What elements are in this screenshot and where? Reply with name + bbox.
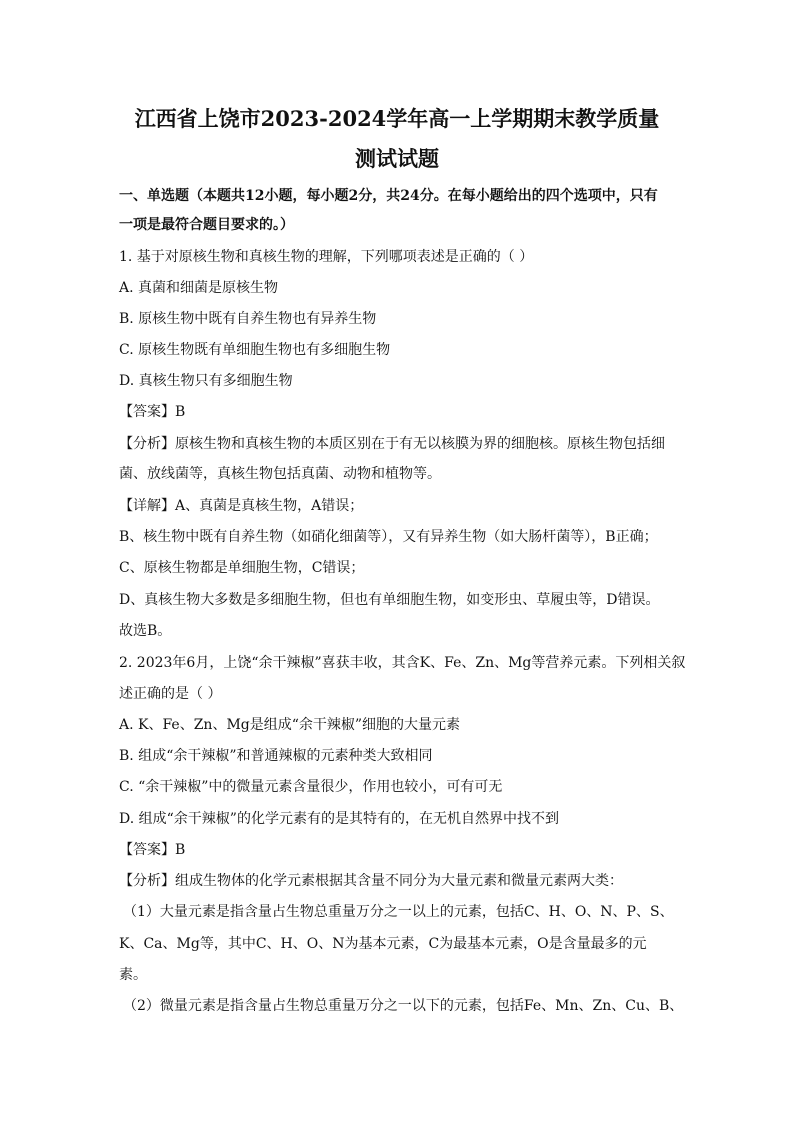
question-1-option-a: A. 真菌和细菌是原核生物 xyxy=(119,280,279,296)
question-2-answer: 【答案】B xyxy=(119,842,186,858)
question-1-option-c: C. 原核生物既有单细胞生物也有多细胞生物 xyxy=(119,342,391,358)
section-heading-line1: 一、单选题（本题共12小题，每小题2分，共24分。在每小题给出的四个选项中，只有 xyxy=(119,188,658,204)
question-2-stem-line2: 述正确的是（ ） xyxy=(119,686,222,702)
question-2-option-d: D. 组成“余干辣椒”的化学元素有的是其特有的，在无机自然界中找不到 xyxy=(119,811,559,827)
question-2-analysis-line5: （2）微量元素是指含量占生物总重量万分之一以下的元素，包括Fe、Mn、Zn、Cu、B、 xyxy=(123,998,684,1014)
question-2-analysis-line2: （1）大量元素是指含量占生物总重量万分之一以上的元素，包括C、H、O、N、P、S、 xyxy=(123,904,674,920)
question-1-option-b: B. 原核生物中既有自养生物也有异养生物 xyxy=(119,311,377,327)
question-2-option-b: B. 组成“余干辣椒”和普通辣椒的元素种类大致相同 xyxy=(119,748,433,764)
question-2-stem-line1: 2. 2023年6月，上饶“余干辣椒”喜获丰收，其含K、Fe、Zn、Mg等营养元素。下列相关叙 xyxy=(119,655,686,671)
question-1-answer: 【答案】B xyxy=(119,404,186,420)
question-1-conclusion: 故选B。 xyxy=(119,623,172,639)
question-1-detail-line2: B、核生物中既有自养生物（如硝化细菌等），又有异养生物（如大肠杆菌等），B正确； xyxy=(119,529,658,545)
question-1-detail-line1: 【详解】A、真菌是真核生物，A错误； xyxy=(119,498,364,514)
question-2-option-a: A. K、Fe、Zn、Mg是组成“余干辣椒”细胞的大量元素 xyxy=(119,717,461,733)
question-1-stem: 1. 基于对原核生物和真核生物的理解，下列哪项表述是正确的（ ） xyxy=(119,249,534,265)
question-1-option-d: D. 真核生物只有多细胞生物 xyxy=(119,373,293,389)
document-title-line1: 江西省上饶市2023-2024学年高一上学期期末教学质量 xyxy=(134,106,660,131)
document-title-line2: 测试试题 xyxy=(355,146,439,171)
question-1-detail-line3: C、原核生物都是单细胞生物，C错误； xyxy=(119,560,365,576)
question-1-detail-line4: D、真核生物大多数是多细胞生物，但也有单细胞生物，如变形虫、草履虫等，D错误。 xyxy=(119,592,660,608)
question-2-option-c: C. “余干辣椒”中的微量元素含量很少，作用也较小，可有可无 xyxy=(119,779,503,795)
question-1-analysis-line2: 菌、放线菌等，真核生物包括真菌、动物和植物等。 xyxy=(119,466,441,482)
question-2-analysis-line1: 【分析】组成生物体的化学元素根据其含量不同分为大量元素和微量元素两大类： xyxy=(119,873,623,889)
section-heading-line2: 一项是最符合题目要求的。） xyxy=(119,217,294,233)
question-2-analysis-line3: K、Ca、Mg等，其中C、H、O、N为基本元素，C为最基本元素，O是含量最多的元 xyxy=(119,936,647,952)
question-1-analysis-line1: 【分析】原核生物和真核生物的本质区别在于有无以核膜为界的细胞核。原核生物包括细 xyxy=(119,436,665,452)
question-2-analysis-line4: 素。 xyxy=(119,967,147,983)
